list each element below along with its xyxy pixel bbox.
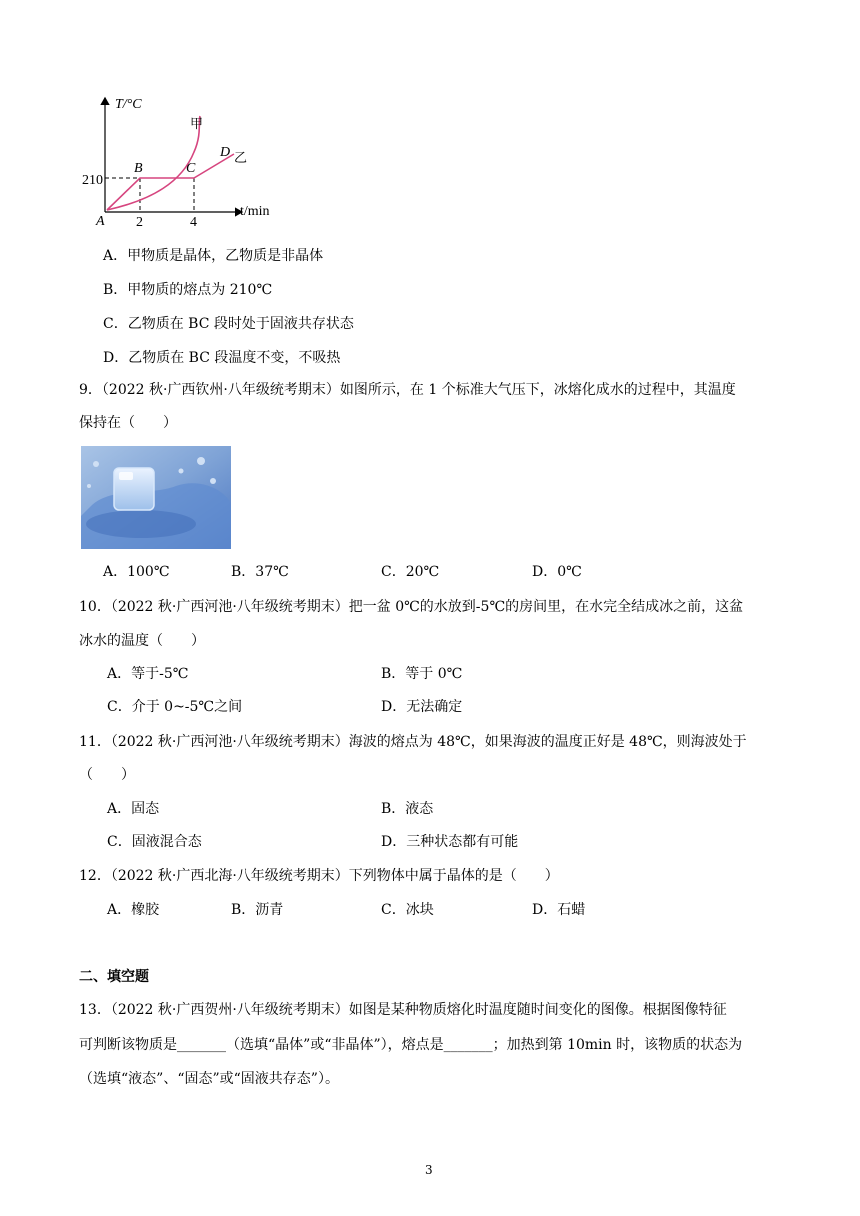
- point-c-label: C: [186, 161, 196, 176]
- q9-option-d: D．0℃: [532, 564, 582, 580]
- q8-option-a: A．甲物质是晶体，乙物质是非晶体: [103, 248, 324, 264]
- q10-stem-line2: 冰水的温度（ ）: [79, 633, 205, 649]
- y-axis-label: T/°C: [115, 97, 142, 112]
- curve-yi-label: 乙: [234, 151, 248, 166]
- q12-option-b: B．沥青: [231, 902, 284, 918]
- section-heading: 二、填空题: [79, 969, 149, 985]
- q12-option-d: D．石蜡: [532, 902, 586, 918]
- q9-option-a: A．100℃: [103, 564, 170, 580]
- point-a-label: A: [96, 214, 105, 227]
- q8-option-d: D．乙物质在 BC 段温度不变，不吸热: [103, 350, 341, 366]
- q11-option-d: D．三种状态都有可能: [381, 834, 519, 850]
- q12-option-c: C．冰块: [381, 902, 434, 918]
- q10-option-b: B．等于 0℃: [381, 666, 463, 682]
- curve-jia-label: 甲: [190, 117, 204, 132]
- page-number: 3: [425, 1163, 433, 1177]
- x-tick-2: 2: [136, 215, 143, 227]
- q10-option-c: C．介于 0~-5℃之间: [107, 699, 243, 715]
- temperature-time-graph: [82, 92, 282, 227]
- q11-option-c: C．固液混合态: [107, 834, 202, 850]
- point-b-label: B: [134, 161, 143, 176]
- x-tick-4: 4: [190, 215, 197, 227]
- x-axis-label: t/min: [240, 204, 270, 219]
- q12-stem: 12．（2022 秋·广西北海·八年级统考期末）下列物体中属于晶体的是（ ）: [79, 868, 559, 884]
- q8-option-b: B．甲物质的熔点为 210℃: [103, 282, 273, 298]
- q9-option-c: C．20℃: [381, 564, 440, 580]
- q9-stem-line1: 9．（2022 秋·广西钦州·八年级统考期末）如图所示，在 1 个标准大气压下，冰熔化成水的过程中，其温度: [79, 382, 736, 398]
- q10-option-d: D．无法确定: [381, 699, 463, 715]
- q9-option-b: B．37℃: [231, 564, 289, 580]
- y-tick-210: 210: [82, 173, 103, 188]
- q11-option-b: B．液态: [381, 801, 434, 817]
- q11-option-a: A．固态: [107, 801, 160, 817]
- q12-option-a: A．橡胶: [107, 902, 160, 918]
- point-d-label: D: [220, 145, 231, 160]
- q11-stem-line1: 11．（2022 秋·广西河池·八年级统考期末）海波的熔点为 48℃，如果海波的温度正好是 48℃，则海波处于: [79, 734, 747, 750]
- q10-stem-line1: 10．（2022 秋·广西河池·八年级统考期末）把一盆 0℃的水放到-5℃的房间里，在水完全结成冰之前，这盆: [79, 599, 744, 615]
- ice-cube-photo: [81, 446, 231, 549]
- q8-option-c: C．乙物质在 BC 段时处于固液共存状态: [103, 316, 354, 332]
- q9-stem-line2: 保持在（ ）: [79, 415, 177, 431]
- q13-stem-line1: 13．（2022 秋·广西贺州·八年级统考期末）如图是某种物质熔化时温度随时间变化的图像。根据图像特征: [79, 1002, 727, 1018]
- q10-option-a: A．等于-5℃: [107, 666, 189, 682]
- q11-stem-line2: （ ）: [79, 767, 135, 783]
- q13-stem-line2: 可判断该物质是_______（选填“晶体”或“非晶体”），熔点是_______；加热到第 10min 时，该物质的状态为: [79, 1037, 743, 1053]
- q13-stem-line3: （选填“液态”、“固态”或“固液共存态”）。: [79, 1071, 339, 1087]
